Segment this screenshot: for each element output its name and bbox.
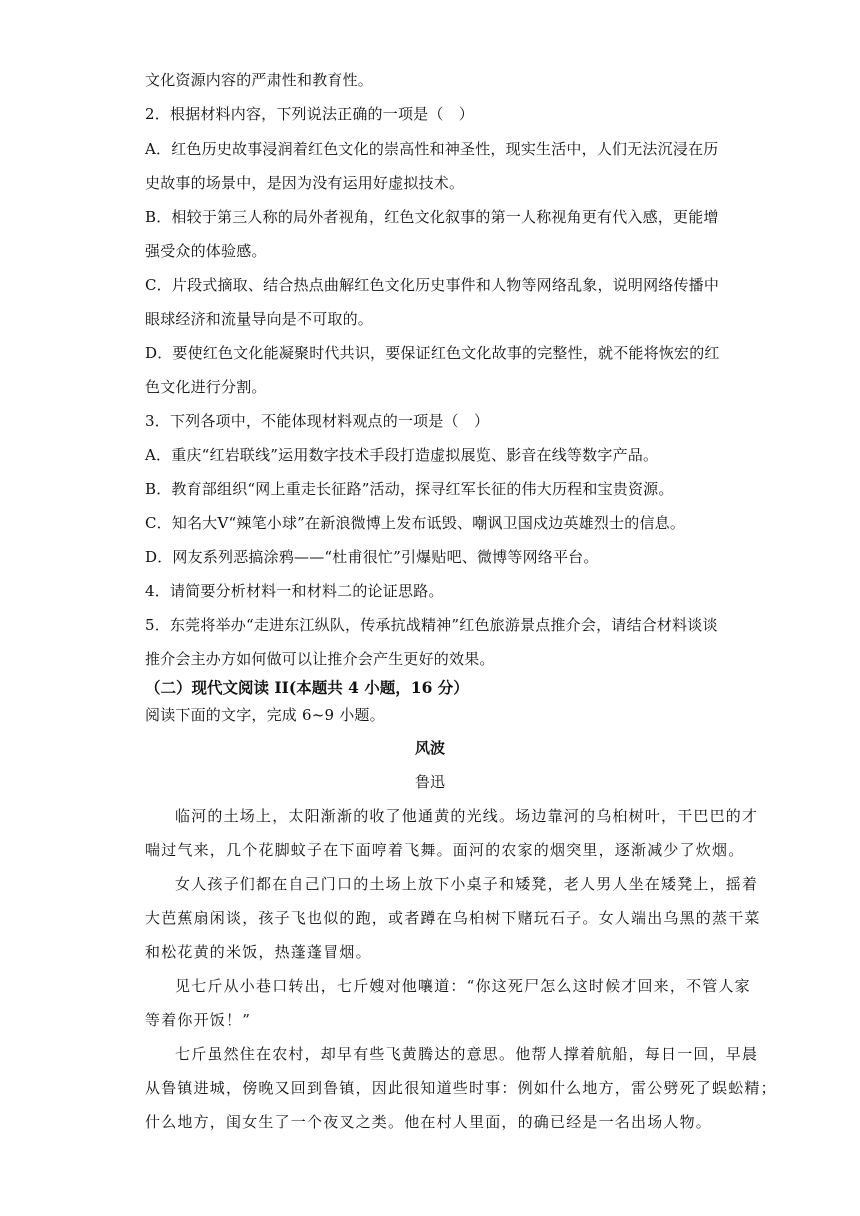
- q4-stem: 4．请简要分析材料一和材料二的论证思路。: [145, 582, 444, 600]
- q3-option-c: C．知名大V“辣笔小球”在新浪微博上发布诋毁、嘲讽卫国戍边英雄烈士的信息。: [145, 514, 686, 532]
- q2-option-d-line1: D．要使红色文化能凝聚时代共识，要保证红色文化故事的完整性，就不能将恢宏的红: [145, 344, 720, 362]
- story-p4-line1: 七斤虽然住在农村，却早有些飞黄腾达的意思。他帮人撑着航船，每日一回，早晨: [175, 1045, 759, 1063]
- story-p2-line2: 大芭蕉扇闲谈，孩子飞也似的跑，或者蹲在乌桕树下赌玩石子。女人端出乌黑的蒸干菜: [145, 909, 761, 927]
- q2-option-a-line2: 史故事的场景中，是因为没有运用好虚拟技术。: [145, 174, 465, 192]
- q2-option-c-line2: 眼球经济和流量导向是不可取的。: [145, 310, 374, 328]
- section-heading: （二）现代文阅读 II(本题共 4 小题，16 分）: [145, 678, 469, 697]
- q5-stem-line2: 推介会主办方如何做可以让推介会产生更好的效果。: [145, 650, 495, 668]
- q5-stem-line1: 5．东莞将举办“走进东江纵队，传承抗战精神”红色旅游景点推介会，请结合材料谈谈: [145, 616, 718, 634]
- q2-option-d-line2: 色文化进行分割。: [145, 378, 267, 396]
- story-author: 鲁迅: [414, 773, 445, 791]
- q1-tail-line: 文化资源内容的严肃性和教育性。: [145, 71, 374, 89]
- q3-stem: 3．下列各项中，不能体现材料观点的一项是（ ）: [145, 412, 490, 430]
- story-p4-line2: 从鲁镇进城，傍晚又回到鲁镇，因此很知道些时事：例如什么地方，雷公劈死了蜈蚣精；: [145, 1079, 777, 1097]
- story-p1-line2: 喘过气来，几个花脚蚊子在下面哼着飞舞。面河的农家的烟突里，逐渐减少了炊烟。: [145, 841, 745, 859]
- q2-option-b-line1: B．相较于第三人称的局外者视角，红色文化叙事的第一人称视角更有代入感，更能增: [145, 208, 719, 226]
- q2-option-a-line1: A．红色历史故事浸润着红色文化的崇高性和神圣性，现实生活中，人们无法沉浸在历: [145, 140, 719, 158]
- q3-option-d: D．网友系列恶搞涂鸦——“杜甫很忙”引爆贴吧、微博等网络平台。: [145, 548, 599, 566]
- story-p3-line2: 等着你开饭！”: [145, 1011, 252, 1029]
- story-p2-line1: 女人孩子们都在自己门口的土场上放下小桌子和矮凳，老人男人坐在矮凳上，摇着: [175, 875, 759, 893]
- story-p1-line1: 临河的土场上，太阳渐渐的收了他通黄的光线。场边靠河的乌桕树叶，干巴巴的才: [175, 807, 759, 825]
- q3-option-b: B．教育部组织“网上重走长征路”活动，探寻红军长征的伟大历程和宝贵资源。: [145, 480, 674, 498]
- story-p4-line3: 什么地方，闺女生了一个夜叉之类。他在村人里面，的确已经是一名出场人物。: [145, 1113, 713, 1131]
- story-p3-line1: 见七斤从小巷口转出，七斤嫂对他嚷道：“你这死尸怎么这时候才回来，不管人家: [175, 977, 751, 995]
- story-title: 风波: [414, 739, 445, 757]
- q2-stem: 2．根据材料内容，下列说法正确的一项是（ ）: [145, 105, 474, 123]
- section-instruction: 阅读下面的文字，完成 6~9 小题。: [145, 706, 385, 724]
- q3-option-a: A．重庆“红岩联线”运用数字技术手段打造虚拟展览、影音在线等数字产品。: [145, 446, 659, 464]
- q2-option-c-line1: C．片段式摘取、结合热点曲解红色文化历史事件和人物等网络乱象，说明网络传播中: [145, 276, 720, 294]
- story-p2-line3: 和松花黄的米饭，热蓬蓬冒烟。: [145, 943, 372, 961]
- q2-option-b-line2: 强受众的体验感。: [145, 242, 267, 260]
